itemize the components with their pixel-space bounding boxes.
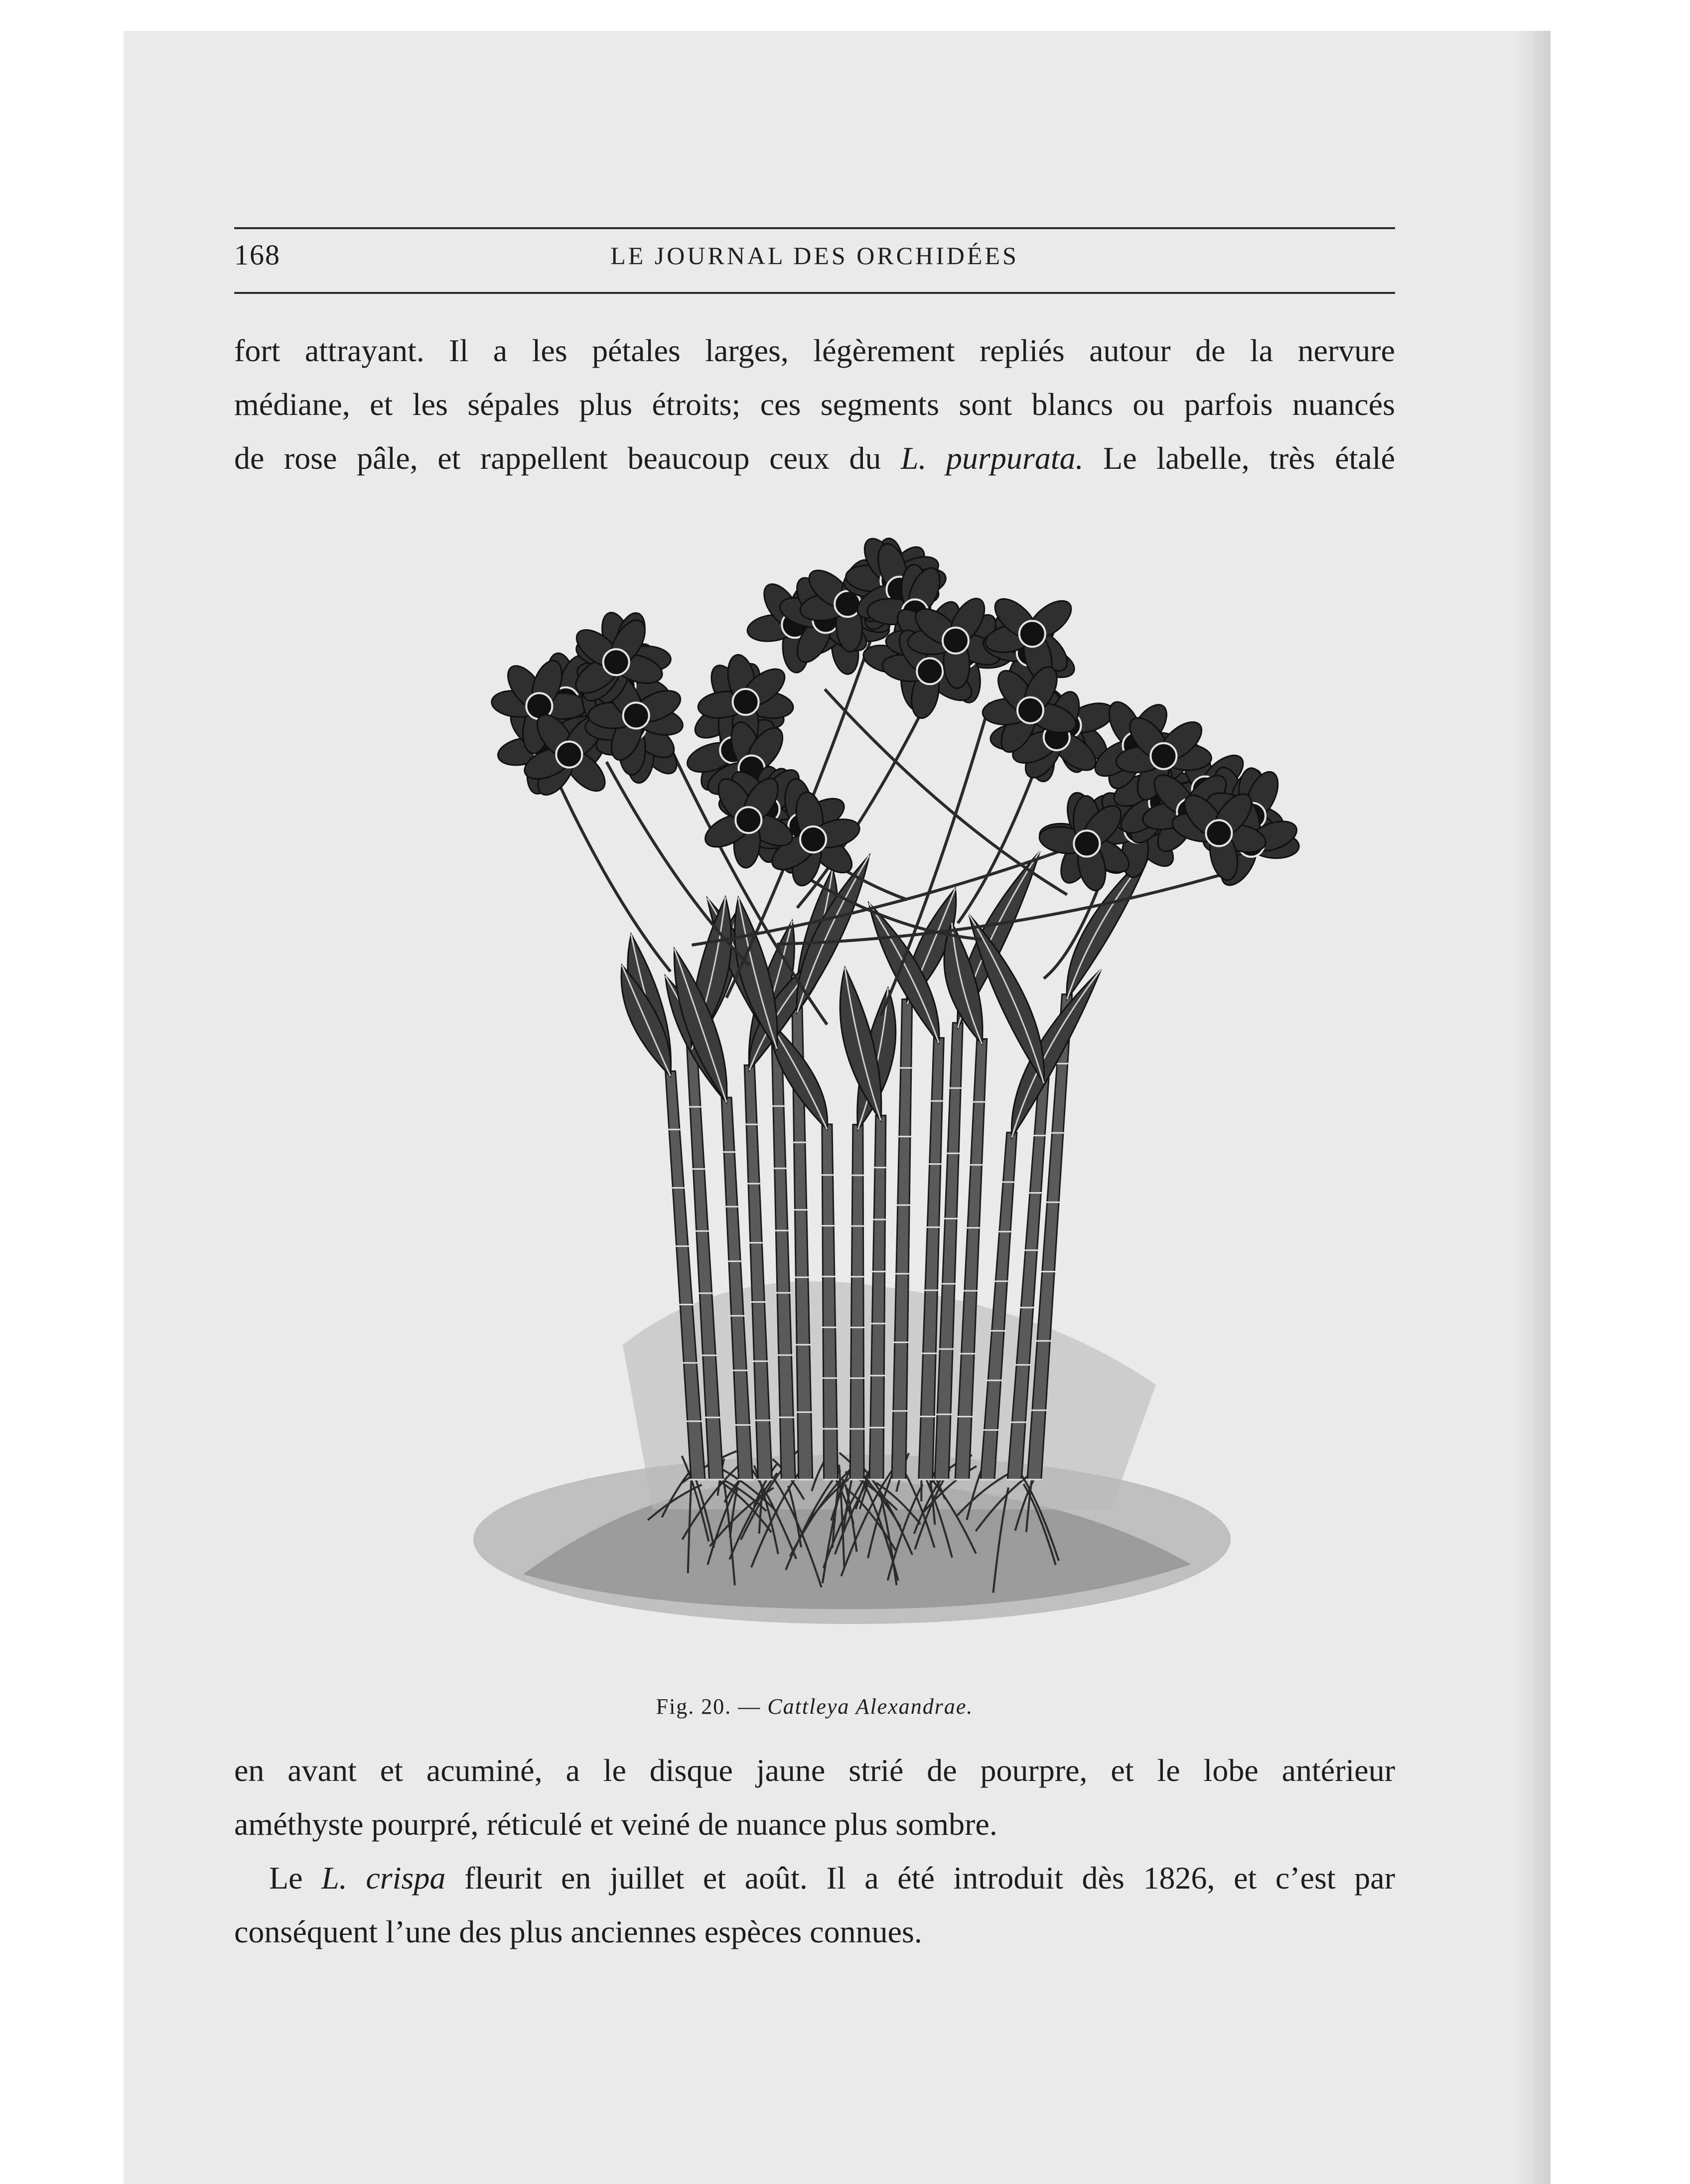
flower-lip [1074, 830, 1100, 856]
flower-lip [556, 742, 582, 768]
figure-caption [234, 1694, 1395, 1719]
text-line: Le L. crispa fleurit en juillet et août. Il a été introduit dès 1826, et c’est par [269, 1860, 1396, 1896]
text-line: améthyste pourpré, réticulé et veiné de nuance plus sombre. [234, 1806, 997, 1842]
orchid-engraving [463, 488, 1410, 1684]
caption-species: Cattleya Alexandrae. [767, 1694, 974, 1719]
flower-lip [1206, 820, 1232, 846]
flower-stalk [549, 761, 671, 972]
text-line: conséquent l’une des plus anciennes espèces connues. [234, 1914, 922, 1949]
pseudobulb [850, 1124, 864, 1480]
species-name: L. purpurata. [900, 440, 1084, 476]
flower-lip [917, 658, 943, 684]
flower-lip [735, 807, 761, 833]
page-number: 168 [234, 239, 281, 271]
header-rule-bottom [234, 292, 1395, 294]
text-line: en avant et acuminé, a le disque jaune strié de pourpre, et le lobe antérieur [234, 1753, 1395, 1788]
header-rule-top [234, 227, 1395, 229]
flower-lip [800, 826, 826, 852]
pseudobulb [869, 1115, 886, 1480]
orchid-illustration [463, 488, 1410, 1684]
flower-lip [603, 649, 629, 675]
last-paragraph [234, 1851, 1395, 1959]
flower-lip [733, 689, 759, 715]
pseudobulb [822, 1124, 838, 1480]
flower-stalk [797, 683, 936, 908]
caption-label: Fig. 20. — [656, 1694, 768, 1719]
text-line: de rose pâle, et rappellent beaucoup ceux du L. purpurata. Le labelle, très étalé [234, 440, 1396, 476]
flower-lip [623, 702, 649, 728]
flower-lip [943, 628, 969, 654]
text-line: médiane, et les sépales plus étroits; ces segments sont blancs ou parfois nuancés [234, 387, 1395, 422]
species-name: L. crispa [321, 1860, 446, 1896]
flower-lip [1017, 697, 1043, 723]
text-line: fort attrayant. Il a les pétales larges, légèrement repliés autour de la nervure [234, 333, 1395, 368]
bottom-paragraph [234, 1744, 1395, 1851]
running-title: LE JOURNAL DES ORCHIDÉES [610, 242, 1019, 270]
flower-lip [1150, 743, 1176, 769]
top-paragraph [234, 324, 1395, 485]
flower-lip [1019, 621, 1045, 647]
